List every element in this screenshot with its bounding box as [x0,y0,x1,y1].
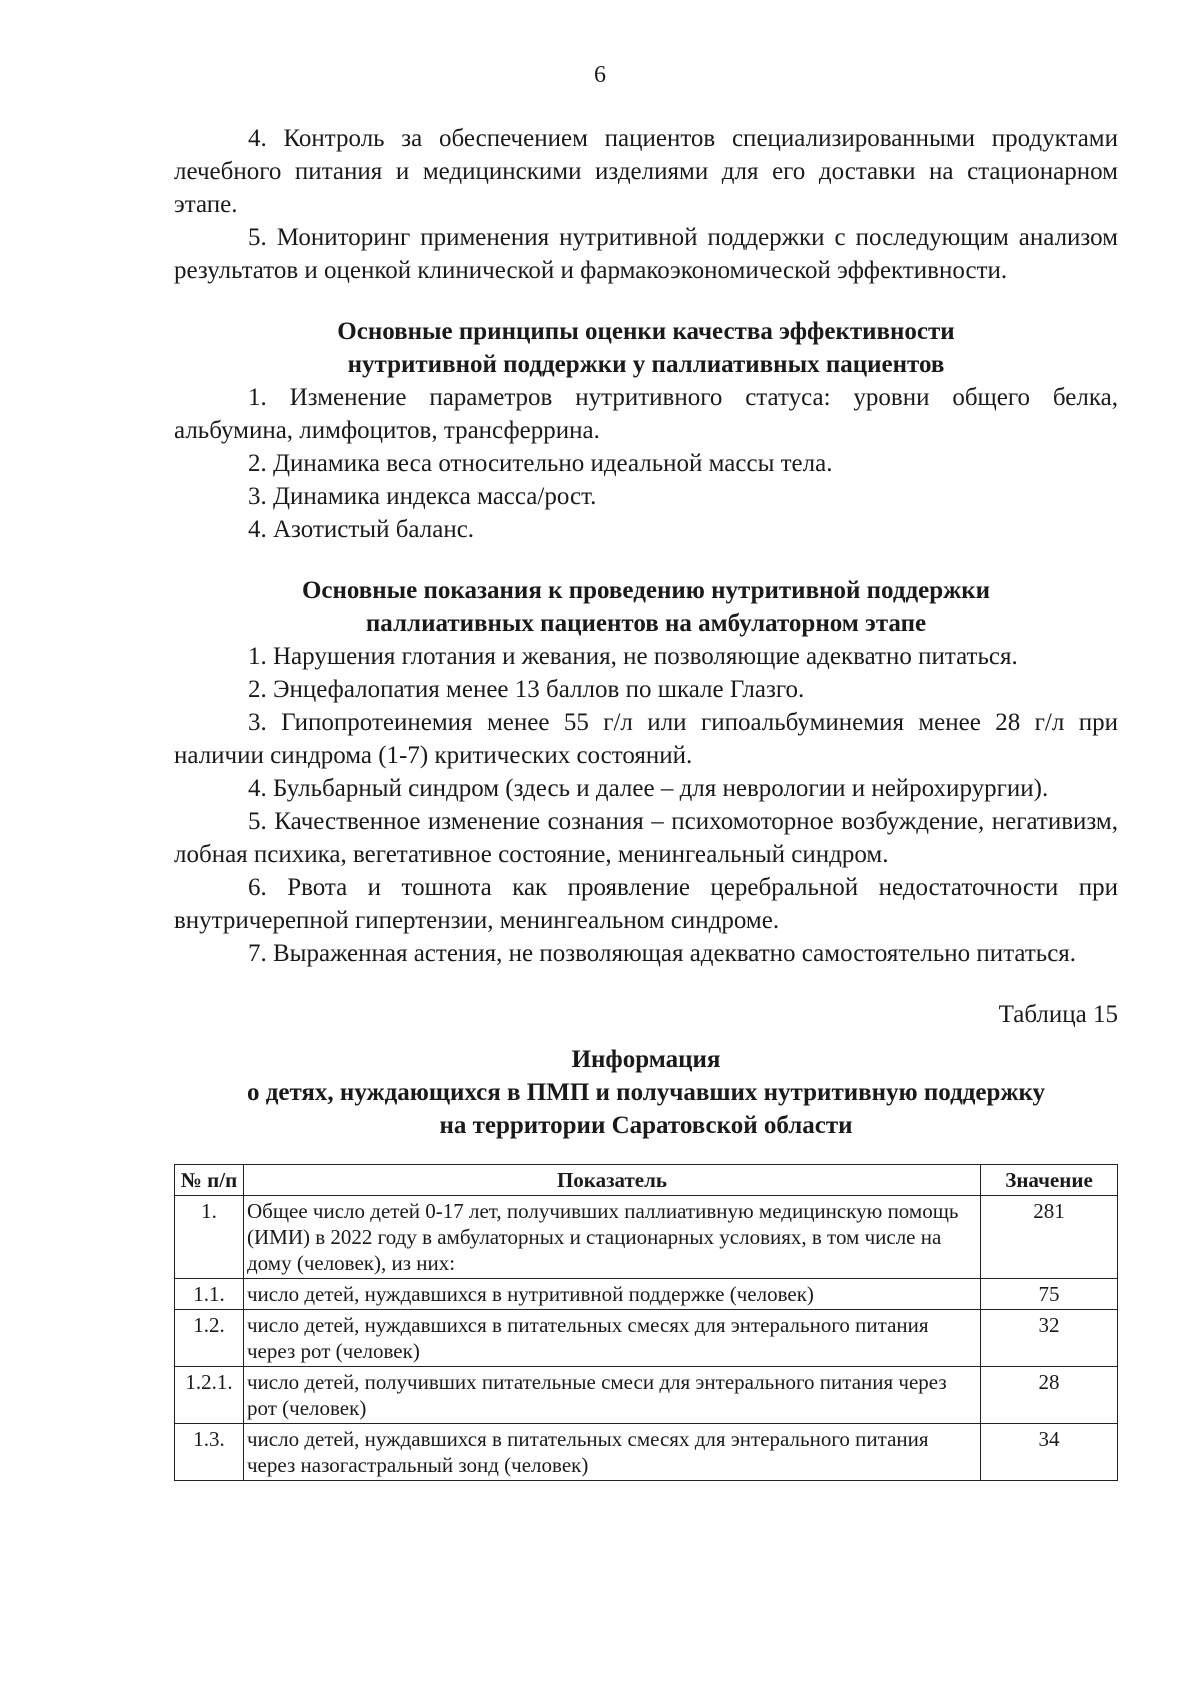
section-2-heading-line-2: паллиативных пациентов на амбулаторном этапе [365,610,927,637]
row-value: 34 [981,1424,1118,1481]
document-body [174,122,1118,1481]
row-value: 32 [981,1310,1118,1367]
row-num: 1.2.1. [175,1367,244,1424]
section-2-item: 1. Нарушения глотания и жевания, не позволяющие адекватно питаться. [248,643,1018,670]
intro-item-4: 4. Контроль за обеспечением пациентов специализированными продуктами лечебного питания и медицинскими изделиями для его доставки на стационарном этапе. [174,125,1118,218]
section-2-item: 2. Энцефалопатия менее 13 баллов по шкале Глазго. [248,676,805,703]
row-num: 1.1. [175,1279,244,1310]
table-title-line-3: на территории Саратовской области [439,1112,853,1139]
section-2-item: 3. Гипопротеинемия менее 55 г/л или гипоальбуминемия менее 28 г/л при наличии синдрома (1-7) критических состояний. [174,709,1118,769]
section-1-heading-line-1: Основные принципы оценки качества эффективности [337,318,955,345]
table-row [175,1279,1118,1310]
section-1-item: 3. Динамика индекса масса/рост. [248,483,597,510]
row-num: 1.3. [175,1424,244,1481]
header-indicator: Показатель [244,1165,981,1196]
page-number: 6 [594,62,606,88]
row-indicator: число детей, нуждавшихся в питательных смесях для энтерального питания через рот (человек) [244,1310,981,1367]
section-2-heading-line-1: Основные показания к проведению нутритивной поддержки [301,577,991,604]
row-indicator: число детей, нуждавшихся в питательных смесях для энтерального питания через назогастральный зонд (человек) [244,1424,981,1481]
section-1-item: 2. Динамика веса относительно идеальной массы тела. [248,450,833,477]
section-1-heading [174,315,1118,381]
header-num: № п/п [175,1165,244,1196]
table-title-line-2: о детях, нуждающихся в ПМП и получавших нутритивную поддержку [246,1079,1046,1106]
header-value: Значение [981,1165,1118,1196]
row-indicator: число детей, получивших питательные смеси для энтерального питания через рот (человек) [244,1367,981,1424]
row-indicator: число детей, нуждавшихся в нутритивной поддержке (человек) [244,1279,981,1310]
section-2-heading [174,574,1118,640]
table-row [175,1424,1118,1481]
table-caption: Таблица 15 [998,1001,1118,1028]
table-row [175,1367,1118,1424]
table-header-row [175,1165,1118,1196]
section-2-item: 7. Выраженная астения, не позволяющая адекватно самостоятельно питаться. [248,940,1077,967]
table-row [175,1310,1118,1367]
section-1-item: 1. Изменение параметров нутритивного статуса: уровни общего белка, альбумина, лимфоцитов, трансферрина. [174,384,1118,444]
intro-item-5: 5. Мониторинг применения нутритивной поддержки с последующим анализом результатов и оценкой клинической и фармакоэкономической эффективности. [174,224,1118,284]
table-title [174,1043,1118,1142]
section-2-item: 4. Бульбарный синдром (здесь и далее – для неврологии и нейрохирургии). [248,775,1049,802]
table-title-line-1: Информация [571,1046,721,1073]
section-2-item: 5. Качественное изменение сознания – психомоторное возбуждение, негативизм, лобная психика, вегетативное состояние, менингеальный синдром. [174,808,1118,868]
row-value: 281 [981,1196,1118,1279]
section-2-item: 6. Рвота и тошнота как проявление церебральной недостаточности при внутричерепной гипертензии, менингеальном синдроме. [174,874,1118,934]
row-value: 75 [981,1279,1118,1310]
table-row [175,1196,1118,1279]
row-indicator: Общее число детей 0-17 лет, получивших паллиативную медицинскую помощь (ИМИ) в 2022 году в амбулаторных и стационарных условиях, в том числе на дому (человек), из них: [244,1196,981,1279]
section-1-heading-line-2: нутритивной поддержки у паллиативных пациентов [347,351,945,378]
data-table [174,1164,1118,1481]
row-num: 1. [175,1196,244,1279]
section-1-item: 4. Азотистый баланс. [248,516,475,543]
row-value: 28 [981,1367,1118,1424]
row-num: 1.2. [175,1310,244,1367]
